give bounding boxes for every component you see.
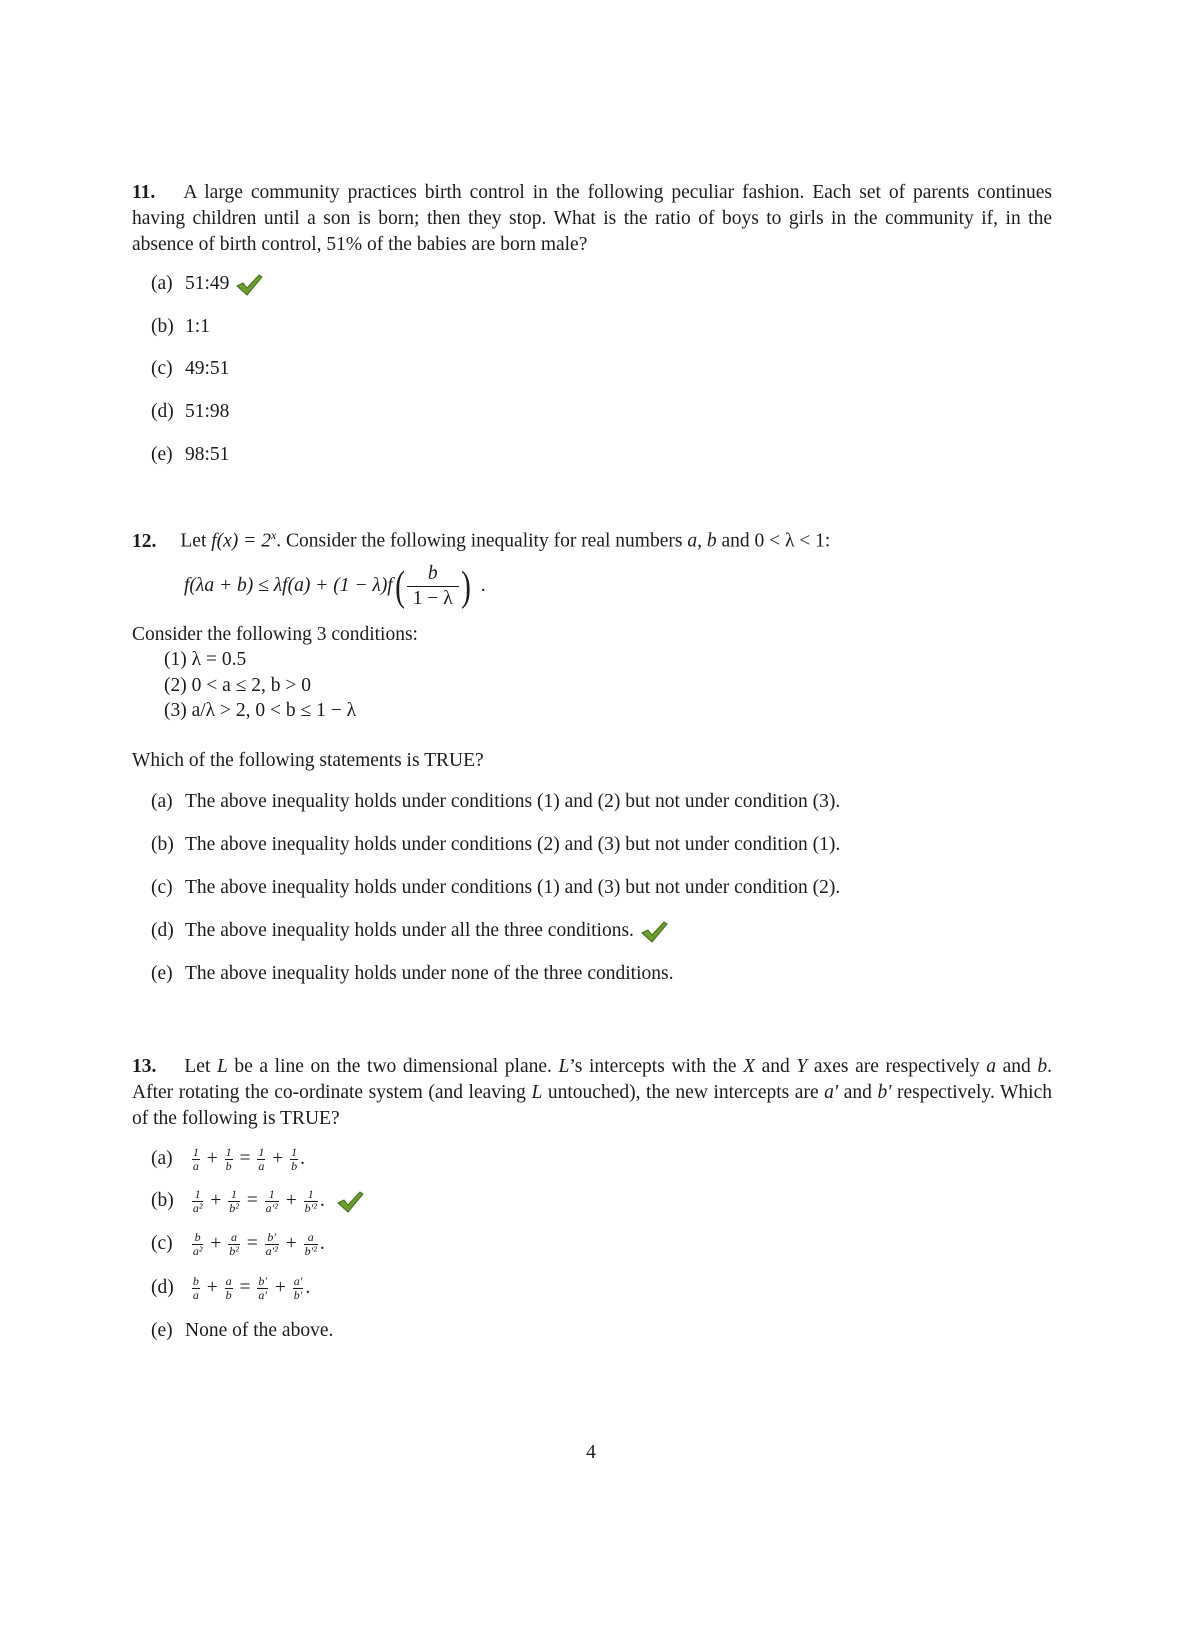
stem-math: a bbox=[986, 1056, 997, 1077]
fraction-denominator: a² bbox=[192, 1244, 203, 1259]
fraction-numerator: b bbox=[427, 563, 438, 585]
plus-sign: + bbox=[206, 1277, 218, 1298]
q11-option-a[interactable] bbox=[151, 270, 263, 298]
left-paren: ( bbox=[394, 563, 405, 610]
option-text: 51:49 bbox=[185, 273, 230, 294]
option-text: 51:98 bbox=[185, 401, 230, 422]
stem-text: Let bbox=[180, 530, 212, 552]
q11-option-d[interactable] bbox=[151, 398, 229, 426]
fraction bbox=[265, 1188, 279, 1215]
fraction bbox=[293, 1275, 304, 1302]
option-text: The above inequality holds under all the three conditions. bbox=[185, 920, 634, 941]
stem-text: . Consider the following inequality for real numbers bbox=[276, 530, 688, 552]
fraction-numerator: a bbox=[228, 1231, 240, 1245]
stem-math: X bbox=[743, 1056, 755, 1077]
option-label: (e) bbox=[151, 963, 173, 984]
fraction-numerator: 1 bbox=[265, 1188, 279, 1202]
option-label: (e) bbox=[151, 444, 173, 465]
fraction bbox=[192, 1188, 204, 1215]
q11-option-b[interactable] bbox=[151, 313, 210, 341]
option-label: (c) bbox=[151, 1233, 173, 1254]
option-label: (b) bbox=[151, 834, 174, 855]
inequality-lhs: f(λa + b) ≤ λf(a) + (1 − λ)f bbox=[184, 575, 393, 596]
checkmark-icon bbox=[235, 273, 263, 297]
fraction-numerator: 1 bbox=[291, 1145, 298, 1160]
fraction bbox=[304, 1231, 318, 1258]
fraction bbox=[257, 1275, 268, 1302]
stem-math: f(x) = 2 bbox=[211, 530, 271, 552]
fraction-denominator: b′² bbox=[304, 1201, 317, 1216]
fraction bbox=[192, 1146, 200, 1173]
option-text: 1:1 bbox=[185, 316, 210, 337]
right-paren: ) bbox=[460, 563, 471, 610]
option-text: The above inequality holds under conditions (1) and (3) but not under condition (2). bbox=[185, 877, 841, 898]
q12-option-b[interactable] bbox=[151, 831, 840, 859]
period: . bbox=[305, 1277, 311, 1298]
fraction-numerator: 1 bbox=[228, 1188, 240, 1202]
plus-sign: + bbox=[285, 1233, 297, 1254]
stem-text: axes are respectively bbox=[807, 1056, 987, 1077]
option-label: (d) bbox=[151, 920, 174, 941]
option-text: 98:51 bbox=[185, 444, 230, 465]
fraction-numerator: b′ bbox=[265, 1231, 279, 1245]
fraction-numerator: b bbox=[192, 1231, 204, 1245]
option-text: The above inequality holds under conditions (1) and (2) but not under condition (3). bbox=[185, 791, 841, 812]
page-number: 4 bbox=[586, 1442, 596, 1463]
q11-option-e[interactable] bbox=[151, 441, 229, 469]
question-12-prompt: Which of the following statements is TRUE? bbox=[132, 750, 484, 771]
plus-sign: + bbox=[272, 1148, 284, 1169]
stem-text: and bbox=[755, 1056, 797, 1077]
inequality-display bbox=[184, 558, 486, 614]
stem-math: L bbox=[531, 1082, 543, 1103]
stem-math: a, b bbox=[687, 530, 717, 552]
fraction bbox=[192, 1231, 204, 1258]
plus-sign: + bbox=[206, 1148, 218, 1169]
stem-text: respectively. Which of the following is TRUE? bbox=[132, 1082, 1053, 1129]
q13-option-d[interactable] bbox=[151, 1274, 310, 1302]
option-label: (a) bbox=[151, 791, 173, 812]
period: . bbox=[319, 1190, 325, 1211]
period: . bbox=[300, 1148, 305, 1169]
fraction-denominator: 1 − λ bbox=[412, 588, 453, 610]
fraction-numerator: 1 bbox=[192, 1188, 204, 1202]
condition-3: (3) a/λ > 2, 0 < b ≤ 1 − λ bbox=[164, 700, 357, 721]
stem-text: . After rotating the co-ordinate system (and leaving bbox=[132, 1056, 1053, 1103]
fraction-denominator: a bbox=[192, 1159, 199, 1174]
stem-text: Let bbox=[184, 1056, 217, 1077]
fraction bbox=[228, 1188, 240, 1215]
fraction-denominator: b bbox=[225, 1288, 232, 1303]
question-11 bbox=[132, 180, 1052, 465]
question-number: 12. bbox=[132, 530, 157, 552]
fraction-denominator: b bbox=[225, 1159, 232, 1174]
option-label: (d) bbox=[151, 401, 174, 422]
stem-math: b bbox=[1037, 1056, 1048, 1077]
stem-text: and bbox=[996, 1056, 1038, 1077]
plus-sign: + bbox=[285, 1190, 297, 1211]
question-13-stem bbox=[132, 1054, 1052, 1132]
period: . bbox=[319, 1233, 325, 1254]
option-label: (e) bbox=[151, 1320, 173, 1341]
q12-option-d[interactable] bbox=[151, 917, 668, 945]
question-number: 11. bbox=[132, 182, 156, 203]
fraction bbox=[290, 1146, 298, 1173]
conditions-intro: Consider the following 3 conditions: bbox=[132, 624, 418, 645]
option-text: The above inequality holds under conditions (2) and (3) but not under condition (1). bbox=[185, 834, 841, 855]
option-label: (b) bbox=[151, 1190, 174, 1211]
equals-sign: = bbox=[239, 1277, 251, 1298]
plus-sign: + bbox=[274, 1277, 286, 1298]
fraction-denominator: a′² bbox=[265, 1201, 278, 1216]
fraction bbox=[265, 1231, 279, 1258]
q12-option-e[interactable] bbox=[151, 960, 673, 988]
q12-option-c[interactable] bbox=[151, 874, 840, 902]
stem-math: L bbox=[558, 1056, 570, 1077]
checkmark-icon bbox=[640, 920, 668, 944]
condition-2: (2) 0 < a ≤ 2, b > 0 bbox=[164, 675, 311, 696]
plus-sign: + bbox=[210, 1233, 222, 1254]
fraction-numerator: 1 bbox=[225, 1145, 232, 1160]
fraction-denominator: b bbox=[291, 1159, 298, 1174]
option-label: (c) bbox=[151, 877, 173, 898]
equals-sign: = bbox=[246, 1233, 258, 1254]
plus-sign: + bbox=[210, 1190, 222, 1211]
fraction-numerator: b bbox=[192, 1274, 199, 1289]
fraction-denominator: b² bbox=[229, 1201, 239, 1216]
stem-math: a′ bbox=[824, 1082, 839, 1103]
stem-text: and bbox=[716, 530, 755, 552]
equals-sign: = bbox=[239, 1148, 251, 1169]
equals-sign: = bbox=[246, 1190, 258, 1211]
q13-option-b[interactable] bbox=[151, 1187, 364, 1215]
question-text: A large community practices birth control in the following peculiar fashion. Each set of parents continues having children until a son is born; then they stop. What is the ratio of boys to girls in the community if, in the absence of birth control, 51% of the babies are born male? bbox=[132, 182, 1052, 255]
question-12 bbox=[132, 522, 1052, 984]
option-label: (a) bbox=[151, 1148, 173, 1169]
fraction bbox=[304, 1188, 318, 1215]
option-label: (a) bbox=[151, 273, 173, 294]
fraction-numerator: 1 bbox=[304, 1188, 318, 1202]
fraction-numerator: b′ bbox=[258, 1274, 267, 1289]
q13-option-c[interactable] bbox=[151, 1230, 325, 1258]
option-label: (c) bbox=[151, 358, 173, 379]
fraction bbox=[228, 1231, 240, 1258]
question-number: 13. bbox=[132, 1056, 157, 1077]
question-13 bbox=[132, 1054, 1053, 1341]
question-11-stem bbox=[132, 180, 1052, 258]
fraction bbox=[192, 1275, 200, 1302]
fraction-numerator: 1 bbox=[258, 1145, 265, 1160]
fraction bbox=[225, 1275, 233, 1302]
fraction-denominator: b′ bbox=[293, 1288, 303, 1303]
option-label: (d) bbox=[151, 1277, 174, 1298]
fraction-numerator: 1 bbox=[192, 1145, 199, 1160]
option-text: 49:51 bbox=[185, 358, 230, 379]
fraction bbox=[407, 562, 459, 611]
fraction-denominator: b′² bbox=[304, 1244, 317, 1259]
stem-text: untouched), the new intercepts are bbox=[542, 1082, 825, 1103]
fraction bbox=[225, 1146, 233, 1173]
q13-option-a[interactable] bbox=[151, 1145, 305, 1173]
fraction-numerator: a bbox=[225, 1274, 232, 1289]
fraction-denominator: a bbox=[192, 1288, 199, 1303]
stem-math: Y bbox=[796, 1056, 808, 1077]
checkmark-icon bbox=[336, 1190, 364, 1214]
q11-option-c[interactable] bbox=[151, 355, 229, 383]
stem-text: and bbox=[838, 1082, 878, 1103]
fraction-denominator: a² bbox=[192, 1201, 203, 1216]
q13-option-e[interactable] bbox=[151, 1317, 333, 1345]
fraction-numerator: a′ bbox=[293, 1274, 303, 1289]
fraction bbox=[257, 1146, 265, 1173]
option-text: The above inequality holds under none of the three conditions. bbox=[185, 963, 674, 984]
question-12-stem bbox=[132, 522, 1052, 555]
fraction-denominator: a′² bbox=[265, 1244, 278, 1259]
stem-math: b′ bbox=[877, 1082, 892, 1103]
fraction-numerator: a bbox=[304, 1231, 318, 1245]
fraction-denominator: a′ bbox=[258, 1288, 267, 1303]
stem-math: L bbox=[216, 1056, 228, 1077]
option-label: (b) bbox=[151, 316, 174, 337]
fraction-denominator: a bbox=[258, 1159, 265, 1174]
condition-1: (1) λ = 0.5 bbox=[164, 649, 247, 670]
stem-math: 0 < λ < 1: bbox=[754, 530, 831, 552]
option-text: None of the above. bbox=[185, 1320, 334, 1341]
q12-option-a[interactable] bbox=[151, 788, 840, 816]
stem-text: be a line on the two dimensional plane. bbox=[227, 1056, 559, 1077]
stem-text: ’s intercepts with the bbox=[569, 1056, 744, 1077]
fraction-denominator: b² bbox=[229, 1244, 239, 1259]
inequality-end: . bbox=[480, 575, 486, 596]
stem-math: x bbox=[270, 528, 277, 542]
